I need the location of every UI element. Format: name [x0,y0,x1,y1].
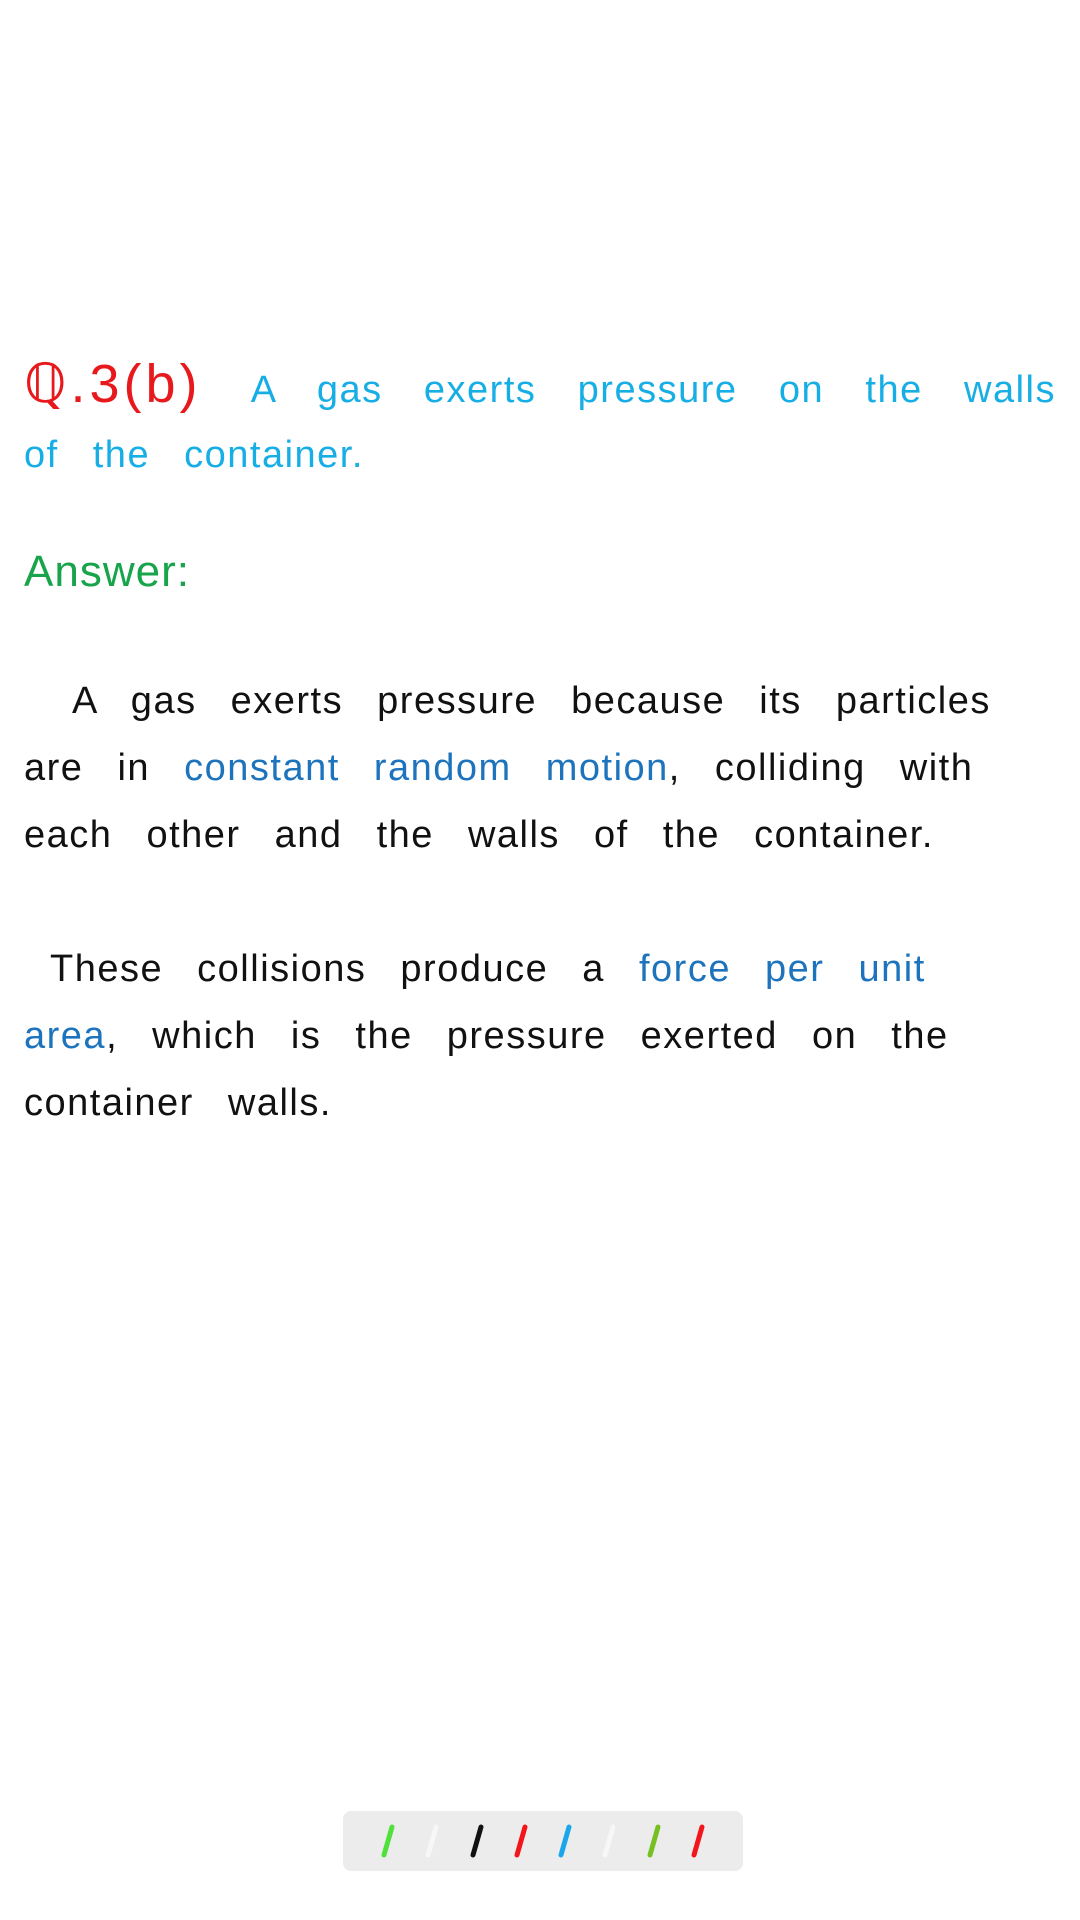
pen-white-2-button[interactable] [596,1821,622,1861]
pen-stroke-icon [555,1823,575,1859]
answer-paragraph-2-text: These collisions produce a [50,948,639,990]
pen-stroke-icon [422,1823,442,1859]
answer-paragraph-1 [24,668,1014,869]
answer-paragraph-2-text-end: , which is the pressure exerted on the container walls. [24,1015,949,1124]
pen-stroke-icon [644,1823,664,1859]
highlight-force-per-unit-area: force per unit area [24,948,926,1057]
answer-paragraph-1-text: A gas exerts pressure because its particles are in [24,680,991,789]
pen-stroke-icon [467,1823,487,1859]
pen-color-toolbar [343,1811,743,1871]
pen-red-2-button[interactable] [685,1821,711,1861]
pen-black-button[interactable] [464,1821,490,1861]
answer-label: Answer: [24,547,190,596]
pen-stroke-icon [378,1823,398,1859]
answer-paragraph-2 [24,936,984,1137]
pen-green-button[interactable] [375,1821,401,1861]
pen-white-button[interactable] [419,1821,445,1861]
pen-stroke-icon [688,1823,708,1859]
pen-red-button[interactable] [508,1821,534,1861]
question-text: A gas exerts pressure on the walls of the container. [24,369,1056,476]
pen-stroke-icon [511,1823,531,1859]
pen-blue-button[interactable] [552,1821,578,1861]
document-page [24,352,1056,1137]
pen-stroke-icon [599,1823,619,1859]
answer-paragraph-1-text-end: , colliding with each other and the walls of the container. [24,747,974,856]
question-number: ℚ.3(b) [24,354,202,414]
highlight-constant-random-motion: constant random motion [184,747,669,789]
pen-olive-green-button[interactable] [641,1821,667,1861]
question [24,352,1056,488]
